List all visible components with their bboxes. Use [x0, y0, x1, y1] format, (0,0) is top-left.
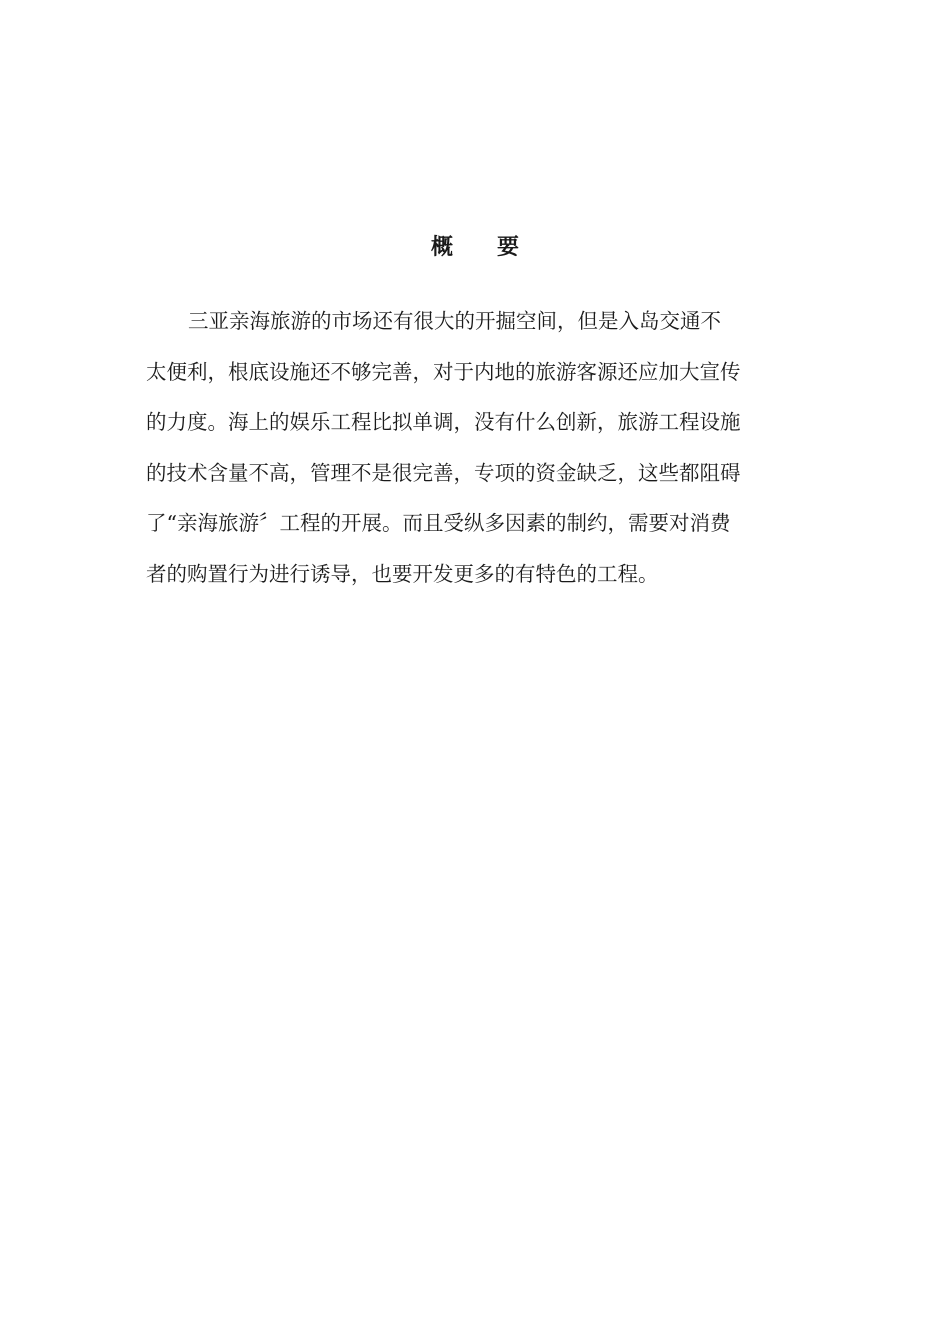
- paragraph-line-4: 的技术含量不高，管理不是很完善，专项的资金缺乏，这些都阻碍: [146, 460, 741, 485]
- title-char-2: 要: [497, 235, 520, 260]
- paragraph-line-1: 三亚亲海旅游的市场还有很大的开掘空间，但是入岛交通不: [188, 309, 721, 333]
- paragraph-line-3: 的力度。海上的娱乐工程比拟单调，没有什么创新，旅游工程设施: [146, 410, 741, 434]
- page-title: [0, 230, 950, 261]
- paragraph-line-5: 了“亲海旅游〞工程的开展。而且受纵多因素的制约，需要对消费: [146, 511, 731, 535]
- paragraph-line-6: 者的购置行为进行诱导，也要开发更多的有特色的工程。: [146, 561, 659, 586]
- paragraph-line-2: 太便利，根底设施还不够完善，对于内地的旅游客源还应加大宣传: [146, 359, 741, 384]
- title-char-1: 概: [430, 235, 453, 260]
- summary-paragraph: [146, 296, 806, 599]
